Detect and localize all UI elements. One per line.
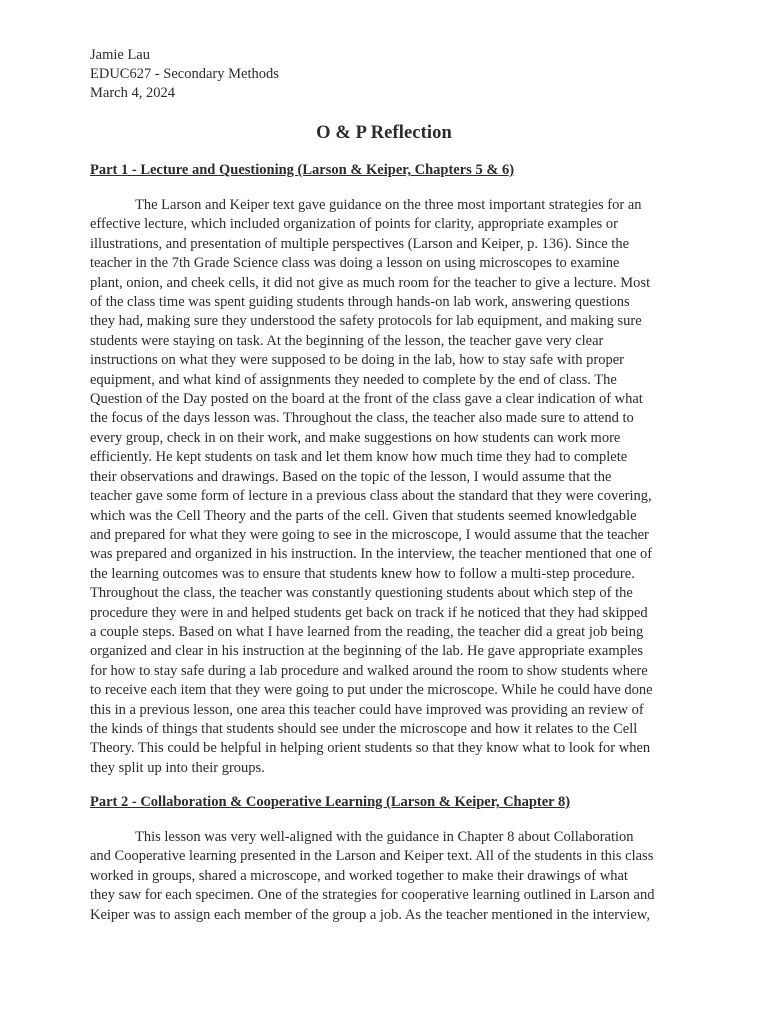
paragraph-line: equipment, and what kind of assignments they needed to complete by the end of class. The — [90, 371, 617, 388]
paragraph-line: they saw for each specimen. One of the strategies for cooperative learning outlined in Larson and — [90, 887, 655, 904]
document-title: O & P Reflection — [316, 123, 452, 143]
paragraph-line: The Larson and Keiper text gave guidance on the three most important strategies for an — [135, 197, 642, 213]
course-name: EDUC627 - Secondary Methods — [90, 65, 279, 82]
paragraph-line: This lesson was very well-aligned with the guidance in Chapter 8 about Collaboration — [135, 829, 634, 845]
paragraph-line: for how to stay safe during a lab procedure and walked around the room to show students where — [90, 662, 648, 679]
document-date: March 4, 2024 — [90, 85, 175, 102]
part-1-paragraph — [90, 196, 678, 778]
paragraph-line: their observations and drawings. Based on the topic of the lesson, I would assume that the — [90, 468, 612, 485]
paragraph-line: Throughout the class, the teacher was constantly questioning students about which step of the — [90, 585, 633, 602]
paragraph-line: and prepared for what they were going to see in the microscope, I would assume that the teacher — [90, 526, 649, 543]
part-2-paragraph — [90, 828, 678, 925]
part-1-heading: Part 1 - Lecture and Questioning (Larson & Keiper, Chapters 5 & 6) — [90, 162, 515, 178]
paragraph-line: of the class time was spent guiding students through hands-on lab work, answering questions — [90, 294, 630, 311]
paragraph-line: a couple steps. Based on what I have learned from the reading, the teacher did a great job being — [90, 623, 644, 640]
document-header — [90, 46, 690, 104]
paragraph-line: instructions on what they were supposed to be doing in the lab, how to stay safe with proper — [90, 352, 624, 369]
paragraph-line: which was the Cell Theory and the parts of the cell. Given that students seemed knowledgable — [90, 507, 637, 524]
paragraph-line: to receive each item that they were going to put under the microscope. While he could have done — [90, 682, 653, 699]
paragraph-line: procedure they were in and helped students get back on track if he noticed that they had skipped — [90, 604, 648, 621]
paragraph-line: Question of the Day posted on the board at the front of the class gave a clear indication of what — [90, 391, 643, 408]
paragraph-line: they split up into their groups. — [90, 759, 265, 776]
paragraph-line: and Cooperative learning presented in the Larson and Keiper text. All of the students in this class — [90, 848, 654, 865]
paragraph-line: worked in groups, shared a microscope, and worked together to make their drawings of what — [90, 867, 628, 884]
paragraph-line: effective lecture, which included organization of points for clarity, appropriate examples or — [90, 216, 618, 233]
paragraph-line: the learning outcomes was to ensure that students knew how to follow a multi-step procedure. — [90, 565, 635, 582]
paragraph-line: they had, making sure they understood the safety protocols for lab equipment, and making sure — [90, 313, 642, 330]
paragraph-line: was prepared and organized in his instruction. In the interview, the teacher mentioned that one of — [90, 546, 653, 563]
paragraph-line: efficiently. He kept students on task and let them know how much time they had to complete — [90, 449, 628, 466]
paragraph-line: this in a previous lesson, one area this teacher could have improved was providing an review of — [90, 701, 644, 718]
paragraph-line: organized and clear in his instruction at the beginning of the lab. He gave appropriate examples — [90, 643, 643, 660]
paragraph-line: Keiper was to assign each member of the group a job. As the teacher mentioned in the interview, — [90, 906, 650, 923]
author-name: Jamie Lau — [90, 46, 150, 63]
paragraph-line: students were staying on task. At the beginning of the lesson, the teacher gave very clear — [90, 332, 604, 349]
paragraph-line: Theory. This could be helpful in helping orient students so that they know what to look for when — [90, 740, 651, 757]
paragraph-line: every group, check in on their work, and make suggestions on how students can work more — [90, 429, 621, 446]
paragraph-line: the kinds of things that students should see under the microscope and how it relates to the Cell — [90, 720, 638, 737]
paragraph-line: illustrations, and presentation of multiple perspectives (Larson and Keiper, p. 136). Since the — [90, 235, 629, 252]
part-2-heading: Part 2 - Collaboration & Cooperative Learning (Larson & Keiper, Chapter 8) — [90, 794, 571, 810]
paragraph-line: plant, onion, and cheek cells, it did not give as much room for the teacher to give a lecture. Most — [90, 274, 651, 291]
paragraph-line: the focus of the days lesson was. Throughout the class, the teacher also made sure to attend to — [90, 410, 634, 427]
paragraph-line: teacher in the 7th Grade Science class was doing a lesson on using microscopes to examine — [90, 255, 620, 272]
paragraph-line: teacher gave some form of lecture in a previous class about the standard that they were covering, — [90, 488, 652, 505]
